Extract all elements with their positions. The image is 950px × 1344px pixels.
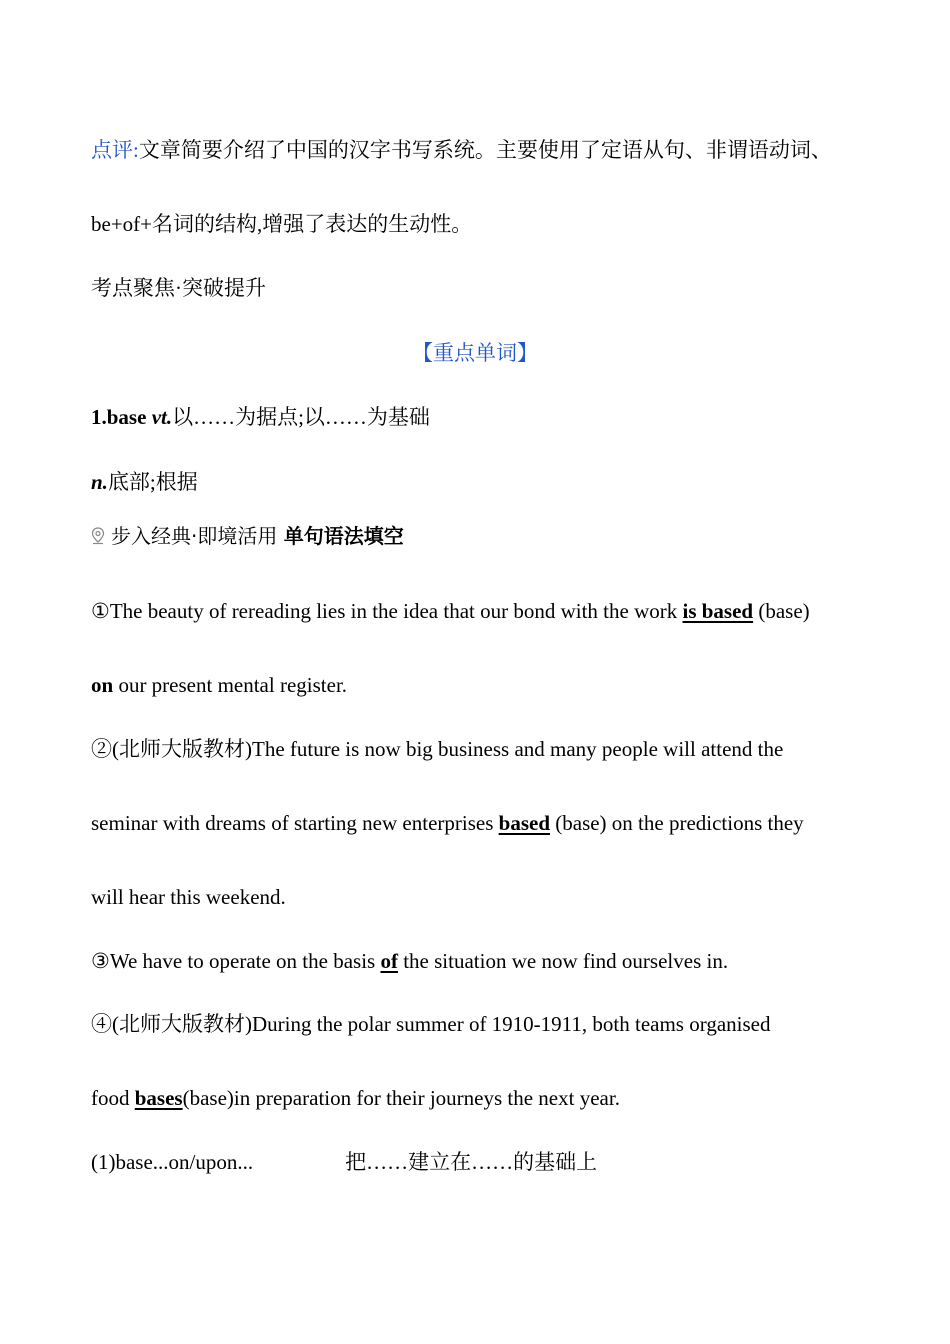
comment-label: 点评: <box>91 138 139 162</box>
pos-n: n. <box>91 470 108 494</box>
practice-prefix: 步入经典·即境活用 <box>111 524 284 548</box>
item-3-text-a: ③We have to operate on the basis <box>91 949 381 973</box>
item-1-text-a: ①The beauty of rereading lies in the idea that our bond with the work <box>91 599 683 623</box>
item-1-bold-on: on <box>91 673 114 697</box>
word-entry-vt <box>91 403 430 431</box>
word-number: 1.base <box>91 405 152 429</box>
item-4-line-2 <box>91 1084 620 1112</box>
meaning-vt: 以……为据点;以……为基础 <box>172 405 430 429</box>
item-3-text-b: the situation we now find ourselves in. <box>397 949 729 973</box>
word-entry-n <box>91 468 198 496</box>
comment-text-2: be+of+名词的结构,增强了表达的生动性。 <box>91 212 473 236</box>
section-heading: 考点聚焦·突破提升 <box>91 276 266 300</box>
item-4-answer: bases <box>134 1086 183 1110</box>
item-1-line-1 <box>91 597 810 625</box>
comment-text-1: 文章简要介绍了中国的汉字书写系统。主要使用了定语从句、非谓语动词、 <box>138 138 832 162</box>
item-4-line-1: ④(北师大版教材)During the polar summer of 1910-1911, both teams organised <box>91 1012 771 1036</box>
center-heading: 【重点单词】 <box>412 341 538 365</box>
pos-vt: vt. <box>151 405 173 429</box>
item-3-line <box>91 947 728 975</box>
item-2-answer: based <box>498 811 550 835</box>
comment-line-2 <box>91 210 472 238</box>
item-3-answer: of <box>380 949 398 973</box>
practice-bold: 单句语法填空 <box>283 524 404 548</box>
phrase-cn: 把……建立在……的基础上 <box>345 1150 598 1174</box>
meaning-n: 底部;根据 <box>107 470 198 494</box>
practice-line <box>91 522 404 550</box>
item-4-text-b: (base)in preparation for their journeys the next year. <box>182 1086 620 1110</box>
item-2-text-a: seminar with dreams of starting new enterprises <box>91 811 499 835</box>
item-4-text-a: food <box>91 1086 135 1110</box>
item-2-line-3: will hear this weekend. <box>91 885 286 909</box>
comment-line-1 <box>91 136 832 164</box>
item-2-line-2 <box>91 809 804 837</box>
phrase-line <box>91 1148 597 1176</box>
item-1-text-rest: our present mental register. <box>113 673 348 697</box>
item-1-text-b: (base) <box>753 599 810 623</box>
location-pin-icon <box>91 527 105 545</box>
item-2-text-b: (base) on the predictions they <box>550 811 804 835</box>
item-1-line-2 <box>91 671 347 699</box>
item-1-answer: is based <box>682 599 754 623</box>
phrase-en: (1)base...on/upon... <box>91 1150 254 1174</box>
item-2-line-1: ②(北师大版教材)The future is now big business and many people will attend the <box>91 737 784 761</box>
